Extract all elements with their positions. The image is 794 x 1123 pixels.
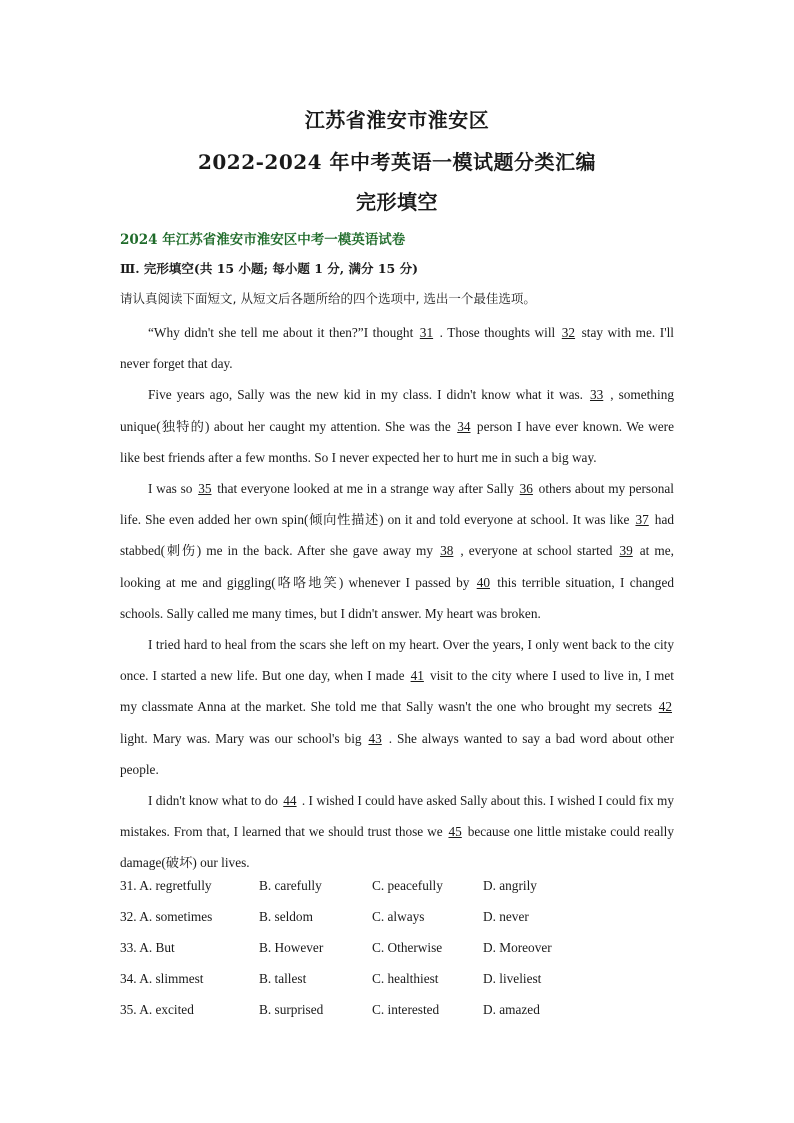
option-d: D. angrily bbox=[483, 878, 537, 893]
option-c: C. healthiest bbox=[372, 971, 439, 986]
blank-43: 43 bbox=[368, 730, 382, 746]
text-run: this terrible situation, I changed schools. Sally called me many times, but I didn't answer. My heart was broken. bbox=[120, 574, 675, 621]
text-run: others about my personal life. She even added her own spin(倾向性描述) on it and told everyone at school. It was like bbox=[120, 481, 675, 528]
paragraph-1 bbox=[120, 317, 674, 379]
option-c: C. always bbox=[372, 909, 425, 924]
blank-39: 39 bbox=[619, 543, 633, 559]
text-run: . She always wanted to say a bad word about other people. bbox=[120, 730, 674, 777]
blank-44: 44 bbox=[283, 793, 297, 809]
text-run: . I wished I could have asked Sally about this. I wished I could fix my mistakes. From that, I learned that we should trust those we bbox=[120, 793, 675, 840]
option-c: C. interested bbox=[372, 1002, 440, 1017]
instruction-text: 请认真阅读下面短文, 从短文后各题所给的四个选项中, 选出一个最佳选项。 bbox=[120, 291, 536, 306]
option-a: 32. A. sometimes bbox=[120, 909, 213, 924]
option-row-34 bbox=[120, 971, 674, 1002]
option-d: D. liveliest bbox=[483, 971, 542, 986]
text-run: visit to the city where I used to live in, I met my classmate Anna at the market. She told me that Sally wasn't the one who brought my secrets bbox=[120, 668, 674, 715]
blank-37: 37 bbox=[635, 512, 649, 528]
option-c: C. Otherwise bbox=[372, 940, 443, 955]
text-run: I was so bbox=[148, 481, 197, 497]
blank-33: 33 bbox=[589, 387, 604, 403]
text-run: , everyone at school started bbox=[455, 543, 618, 559]
option-b: B. carefully bbox=[259, 878, 322, 893]
paragraph-3 bbox=[120, 473, 674, 629]
text-run: , something unique(独特的) about her caught my attention. She was the bbox=[120, 387, 674, 434]
text-run: because one little mistake could really damage(破坏) our lives. bbox=[120, 824, 675, 871]
text-run: “Why didn't she tell me about it then?”I thought bbox=[148, 325, 418, 340]
option-b: B. seldom bbox=[259, 909, 313, 924]
blank-41: 41 bbox=[410, 668, 424, 684]
option-d: D. amazed bbox=[483, 1002, 540, 1017]
option-b: B. tallest bbox=[259, 971, 307, 986]
blank-38: 38 bbox=[440, 543, 454, 559]
option-a: 31. A. regretfully bbox=[120, 878, 212, 893]
option-row-33 bbox=[120, 940, 674, 971]
text-run: had stabbed(刺伤) me in the back. After she gave away my bbox=[120, 512, 675, 559]
paragraph-4 bbox=[120, 629, 674, 785]
text-run: . Those thoughts will bbox=[435, 325, 560, 340]
section-heading: Ⅲ. 完形填空(共 15 小题; 每小题 1 分, 满分 15 分) bbox=[120, 261, 419, 276]
passage bbox=[120, 317, 674, 879]
option-row-31 bbox=[120, 878, 674, 909]
text-run: I didn't know what to do bbox=[148, 793, 282, 809]
title-line-1: 江苏省淮安市淮安区 bbox=[304, 108, 490, 132]
blank-31: 31 bbox=[419, 325, 434, 340]
option-d: D. never bbox=[483, 909, 529, 924]
option-a: 33. A. But bbox=[120, 940, 175, 955]
exam-subtitle: 2024 年江苏省淮安市淮安区中考一模英语试卷 bbox=[120, 232, 406, 248]
blank-40: 40 bbox=[476, 574, 490, 590]
text-run: that everyone looked at me in a strange way after Sally bbox=[213, 481, 518, 497]
text-run: stay with me. I'll never forget that day. bbox=[120, 325, 674, 372]
option-a: 34. A. slimmest bbox=[120, 971, 204, 986]
option-a: 35. A. excited bbox=[120, 1002, 194, 1017]
option-row-32 bbox=[120, 909, 674, 940]
title-line-3: 完形填空 bbox=[356, 190, 438, 214]
option-b: B. However bbox=[259, 940, 324, 955]
option-c: C. peacefully bbox=[372, 878, 443, 893]
paragraph-5 bbox=[120, 785, 674, 879]
answer-options bbox=[120, 878, 674, 1033]
blank-42: 42 bbox=[658, 699, 672, 715]
paragraph-2 bbox=[120, 379, 674, 473]
text-run: at me, looking at me and giggling(咯咯地笑) whenever I passed by bbox=[120, 543, 674, 590]
blank-34: 34 bbox=[457, 418, 471, 434]
text-run: person I have ever known. We were like best friends after a few months. So I never expected her to hurt me in such a big way. bbox=[120, 418, 674, 465]
option-b: B. surprised bbox=[259, 1002, 324, 1017]
text-run: light. Mary was. Mary was our school's big bbox=[120, 730, 367, 746]
blank-45: 45 bbox=[448, 824, 462, 840]
option-row-35 bbox=[120, 1002, 674, 1033]
blank-35: 35 bbox=[198, 481, 212, 497]
blank-36: 36 bbox=[519, 481, 533, 497]
blank-32: 32 bbox=[561, 325, 576, 340]
title-line-2: 2022-2024 年中考英语一模试题分类汇编 bbox=[197, 150, 597, 174]
option-d: D. Moreover bbox=[483, 940, 552, 955]
text-run: I tried hard to heal from the scars she left on my heart. Over the years, I only went back to the city once. I started a new life. But one day, when I made bbox=[120, 637, 674, 684]
text-run: Five years ago, Sally was the new kid in my class. I didn't know what it was. bbox=[148, 387, 588, 403]
